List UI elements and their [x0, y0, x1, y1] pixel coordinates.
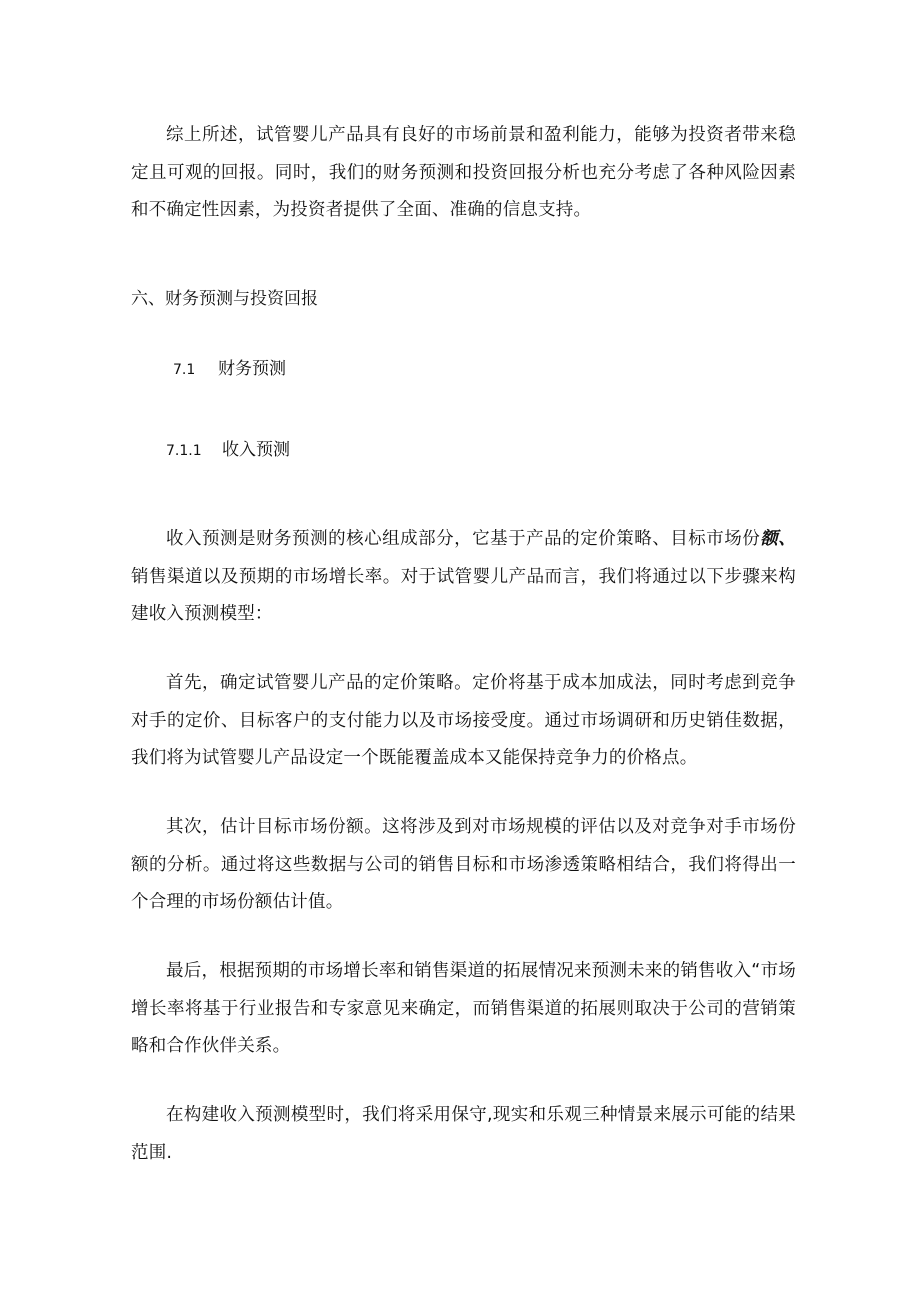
section-heading: 六、财务预测与投资回报 — [131, 289, 318, 309]
scenarios-paragraph: 在构建收入预测模型时，我们将采用保守,现实和乐观三种情景来展示可能的结果范围. — [131, 1105, 796, 1163]
subsubsection-heading — [166, 435, 290, 460]
intro-emphasis: 额、 — [760, 529, 796, 549]
subsubsection-title: 收入预测 — [222, 440, 290, 460]
intro-text-part1: 收入预测是财务预测的核心组成部分，它基于产品的定价策略、目标市场份 — [166, 529, 761, 549]
subsubsection-number: 7.1.1 — [166, 443, 202, 459]
subsection-title: 财务预测 — [218, 359, 286, 379]
intro-text-part2: 销售渠道以及预期的市场增长率。对于试管婴儿产品而言，我们将通过以下步骤来构建收入预测模型： — [131, 566, 796, 624]
subsection-number: 7.1 — [173, 362, 196, 378]
market-share-paragraph: 其次，估计目标市场份额。这将涉及到对市场规模的评估以及对竞争对手市场份额的分析。通过将这些数据与公司的销售目标和市场渗透策略相结合，我们将得出一个合理的市场份额估计值。 — [131, 817, 796, 912]
intro-paragraph — [131, 521, 796, 634]
pricing-paragraph: 首先，确定试管婴儿产品的定价策略。定价将基于成本加成法，同时考虑到竞争对手的定价、目标客户的支付能力以及市场接受度。通过市场调研和历史销佳数据，我们将为试管婴儿产品设定一个既能覆盖成本又能保持竞争力的价格点。 — [131, 673, 796, 768]
summary-paragraph: 综上所述，试管婴儿产品具有良好的市场前景和盈利能力，能够为投资者带来稳定且可观的回报。同时，我们的财务预测和投资回报分析也充分考虑了各种风险因素和不确定性因素，为投资者提供了全面、准确的信息支持。 — [131, 125, 796, 220]
subsection-heading — [173, 354, 286, 379]
growth-paragraph: 最后，根据预期的市场增长率和销售渠道的拓展情况来预测未来的销售收入“市场增长率将基于行业报告和专家意见来确定，而销售渠道的拓展则取决于公司的营销策略和合作伙伴关系。 — [131, 961, 796, 1056]
